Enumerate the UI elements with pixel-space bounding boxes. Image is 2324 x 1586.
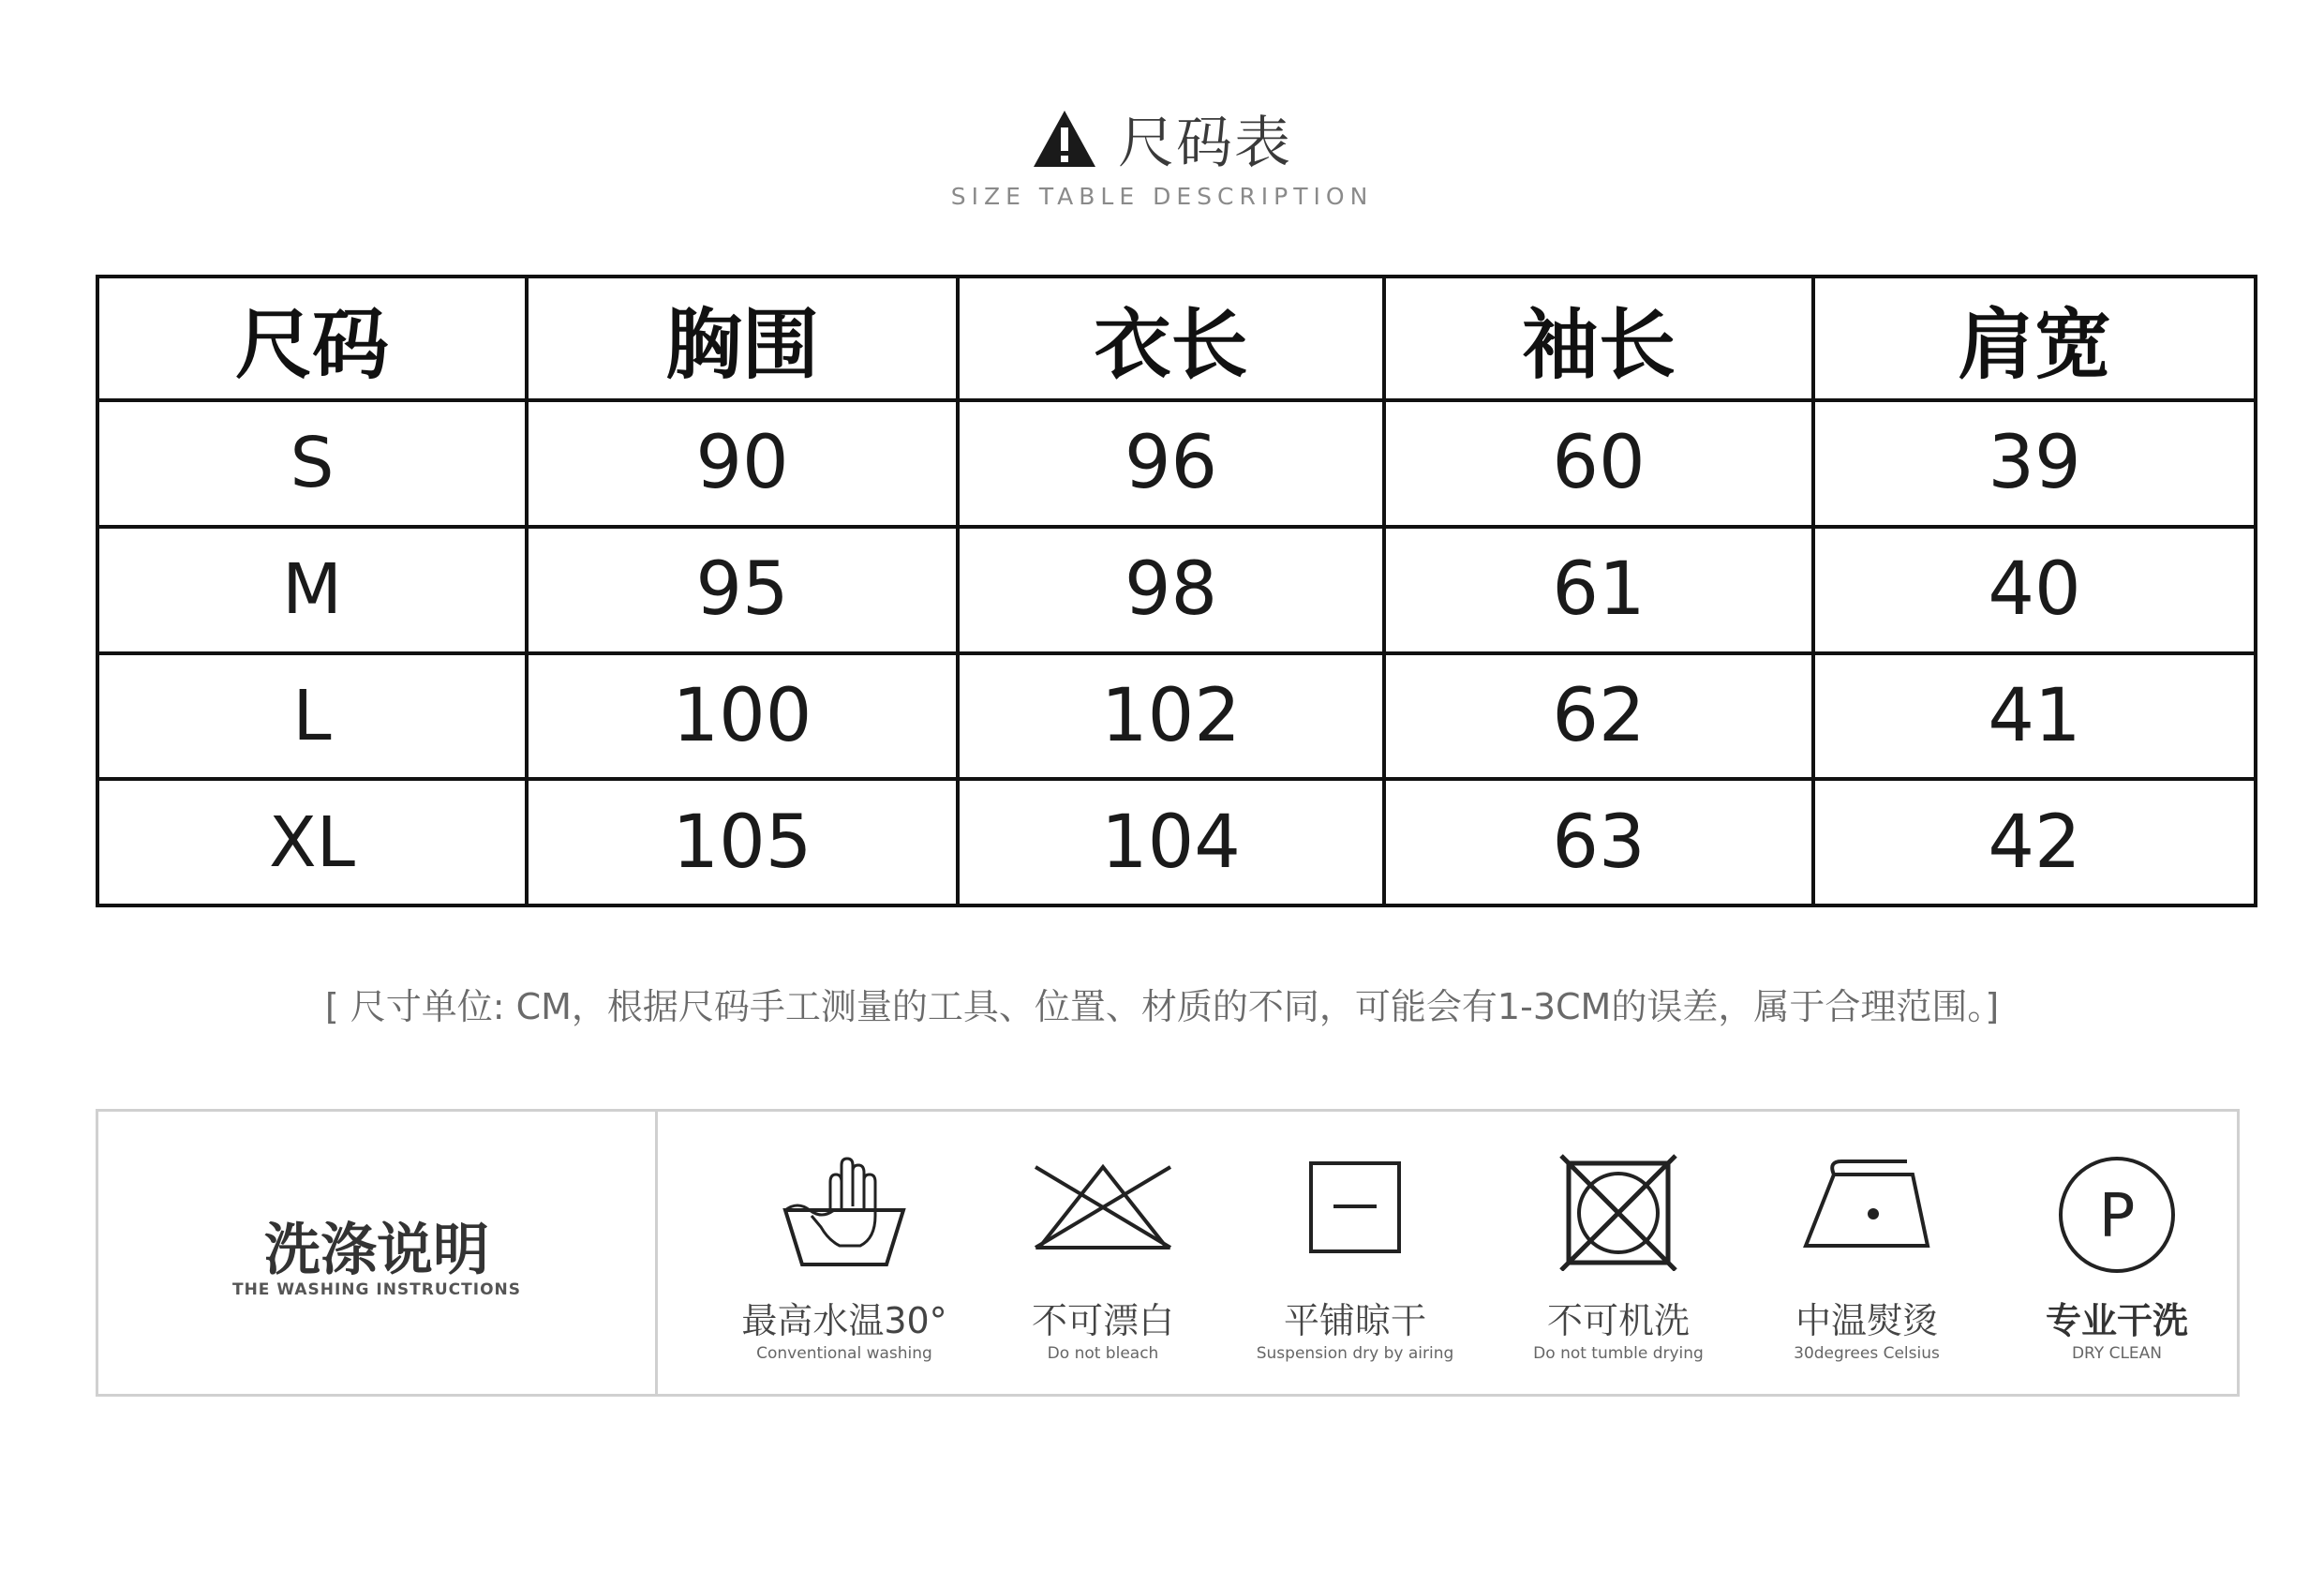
header-length: 衣长 (958, 277, 1384, 400)
dry-clean-letter: P (2098, 1182, 2136, 1251)
cell-size: L (97, 653, 527, 780)
washing-subtitle: THE WASHING INSTRUCTIONS (231, 1280, 521, 1299)
care-sublabel: Do not bleach (1047, 1344, 1159, 1363)
cell-shoulder: 42 (1813, 779, 2256, 905)
cell-length: 104 (958, 779, 1384, 905)
cell-size: S (97, 400, 527, 527)
dry-clean-icon (2051, 1154, 2182, 1276)
care-label: 专业干洗 (2045, 1300, 2188, 1341)
cell-sleeve: 61 (1384, 527, 1813, 653)
cell-sleeve: 63 (1384, 779, 1813, 905)
table-row (97, 779, 2256, 905)
header-chest: 胸围 (527, 277, 958, 400)
care-item-tumble (1478, 1112, 1759, 1394)
page-subtitle: SIZE TABLE DESCRIPTION (950, 183, 1374, 210)
washing-title-block (98, 1112, 655, 1394)
warning-icon (1032, 109, 1097, 169)
care-item-bleach (962, 1112, 1244, 1394)
table-row (97, 400, 2256, 527)
no-bleach-icon (1028, 1154, 1178, 1257)
care-label: 中温熨烫 (1795, 1300, 1938, 1341)
panel-divider (655, 1112, 658, 1394)
washing-title: 洗涤说明 (264, 1218, 489, 1283)
wash-30-icon (774, 1154, 915, 1276)
washing-instructions-panel (96, 1109, 2240, 1397)
care-item-dry (1214, 1112, 1496, 1394)
table-header-row (97, 277, 2256, 400)
cell-size: M (97, 527, 527, 653)
page-title: 尺码表 (1118, 111, 1292, 176)
cell-length: 102 (958, 653, 1384, 780)
care-item-dryclean (1976, 1112, 2257, 1394)
cell-chest: 95 (527, 527, 958, 653)
cell-shoulder: 39 (1813, 400, 2256, 527)
care-sublabel: Conventional washing (756, 1344, 932, 1363)
care-sublabel: Suspension dry by airing (1256, 1344, 1454, 1363)
care-sublabel: Do not tumble drying (1533, 1344, 1704, 1363)
table-row (97, 653, 2256, 780)
cell-shoulder: 40 (1813, 527, 2256, 653)
care-sublabel: 30degrees Celsius (1794, 1344, 1940, 1363)
cell-sleeve: 62 (1384, 653, 1813, 780)
care-label: 最高水温30° (741, 1300, 947, 1341)
care-label: 不可机洗 (1546, 1300, 1690, 1341)
cell-size: XL (97, 779, 527, 905)
cell-sleeve: 60 (1384, 400, 1813, 527)
cell-chest: 90 (527, 400, 958, 527)
header-size: 尺码 (97, 277, 527, 400)
care-label: 不可漂白 (1031, 1300, 1174, 1341)
measurement-note: [ 尺寸单位: CM，根据尺码手工测量的工具、位置、材质的不同，可能会有1-3CM的误差，属于合理范围。] (324, 986, 2000, 1027)
no-tumble-dry-icon (1557, 1154, 1679, 1271)
size-table (96, 275, 2257, 907)
care-sublabel: DRY CLEAN (2071, 1344, 2163, 1363)
header-shoulder: 肩宽 (1813, 277, 2256, 400)
cell-shoulder: 41 (1813, 653, 2256, 780)
care-item-wash (704, 1112, 985, 1394)
cell-chest: 100 (527, 653, 958, 780)
care-label: 平铺晾干 (1283, 1300, 1426, 1341)
dry-flat-icon (1304, 1154, 1407, 1257)
cell-length: 98 (958, 527, 1384, 653)
cell-length: 96 (958, 400, 1384, 527)
cell-chest: 105 (527, 779, 958, 905)
header-sleeve: 袖长 (1384, 277, 1813, 400)
page-header (0, 98, 2324, 179)
iron-medium-icon (1796, 1154, 1937, 1257)
table-row (97, 527, 2256, 653)
care-item-iron (1726, 1112, 2007, 1394)
